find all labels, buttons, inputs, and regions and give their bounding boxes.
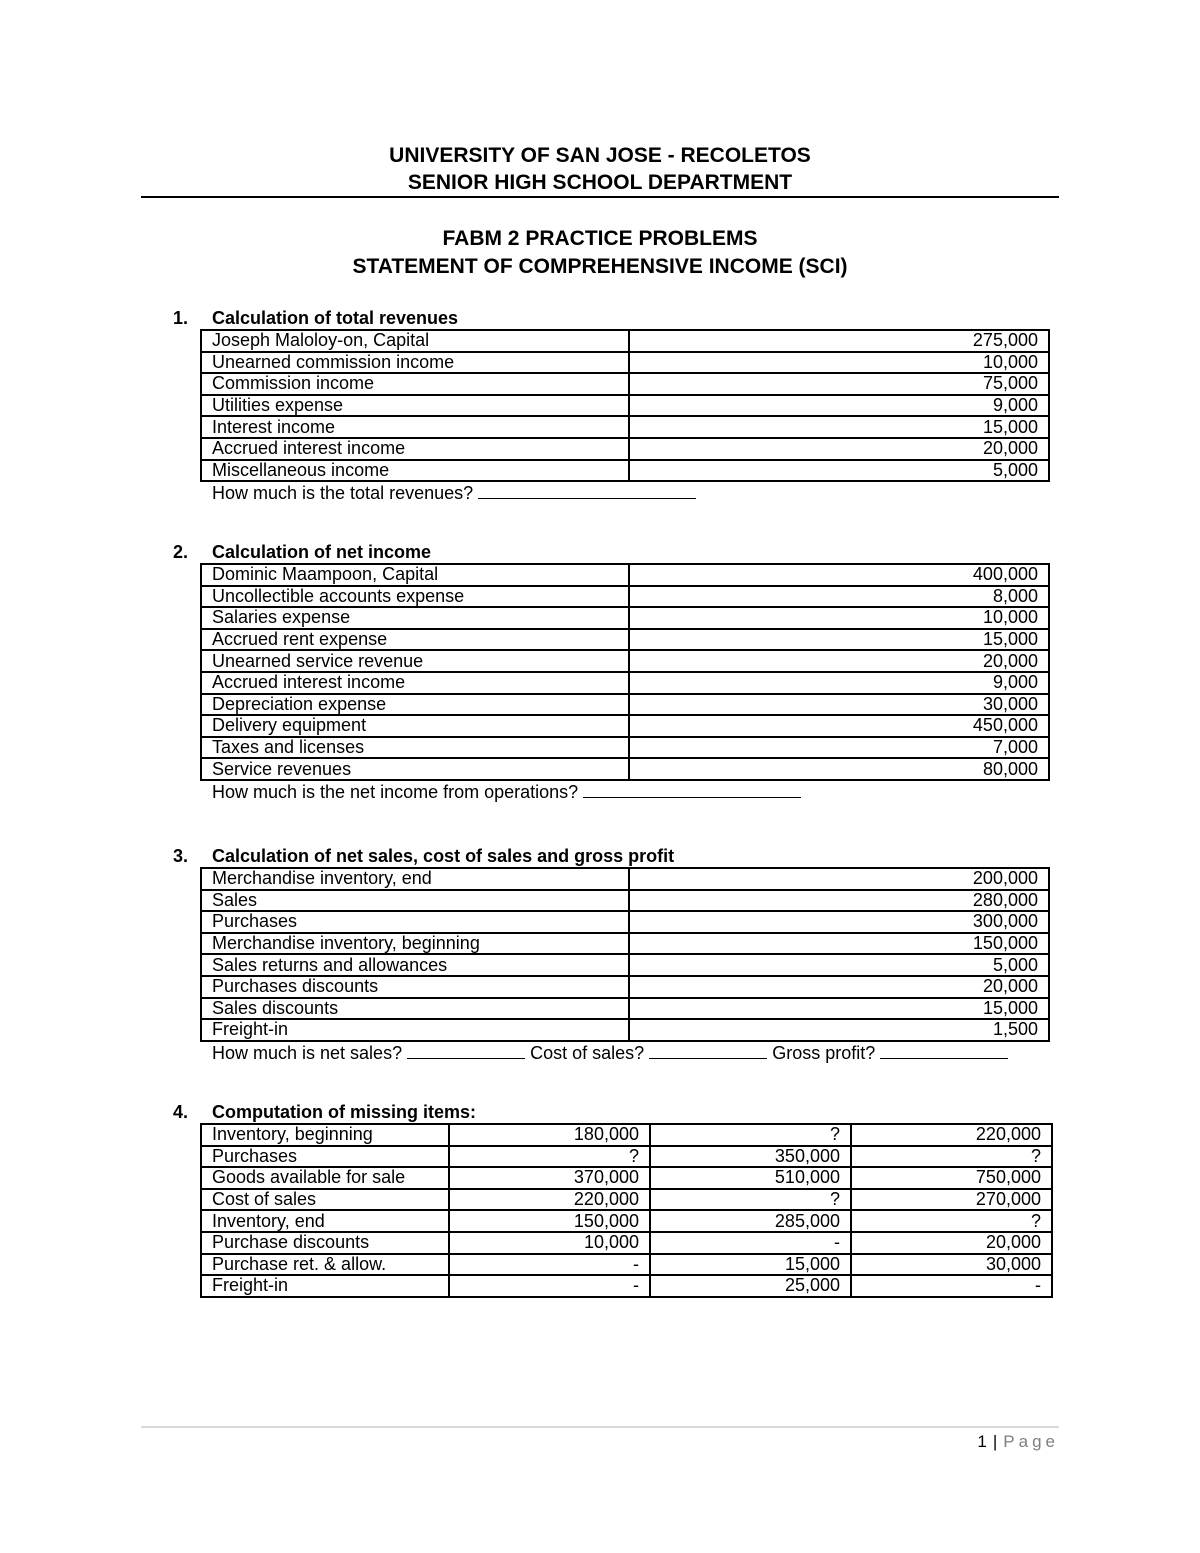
table-row (201, 395, 1049, 417)
row-label: Dominic Maampoon, Capital (201, 564, 629, 586)
table-row (201, 438, 1049, 460)
row-value: ? (449, 1146, 650, 1168)
row-value: 180,000 (449, 1124, 650, 1146)
row-value: - (851, 1275, 1052, 1297)
table-row (201, 758, 1049, 780)
table-row (201, 564, 1049, 586)
section-number: 1. (173, 308, 189, 328)
row-label: Miscellaneous income (201, 460, 629, 482)
table-row (201, 715, 1049, 737)
row-value: 400,000 (629, 564, 1049, 586)
row-label: Inventory, end (201, 1210, 449, 1232)
table-row (201, 460, 1049, 482)
table-row (201, 1124, 1052, 1146)
table-row (201, 1254, 1052, 1276)
row-value: - (449, 1275, 650, 1297)
table-row (201, 330, 1049, 352)
row-value: 275,000 (629, 330, 1049, 352)
header-divider (141, 196, 1059, 198)
row-value: 9,000 (629, 395, 1049, 417)
table-row (201, 650, 1049, 672)
table-row (201, 954, 1049, 976)
row-value: 9,000 (629, 672, 1049, 694)
data-table (200, 867, 1050, 1042)
row-value: 8,000 (629, 586, 1049, 608)
section-heading (173, 541, 1053, 563)
section-4 (173, 1101, 1053, 1298)
section-title: Calculation of total revenues (212, 308, 459, 328)
answer-blank[interactable] (478, 483, 696, 499)
row-label: Purchases (201, 911, 629, 933)
row-label: Taxes and licenses (201, 737, 629, 759)
row-label: Purchases (201, 1146, 449, 1168)
row-label: Freight-in (201, 1275, 449, 1297)
row-label: Utilities expense (201, 395, 629, 417)
question (212, 482, 1053, 504)
row-label: Sales discounts (201, 998, 629, 1020)
table-row (201, 607, 1049, 629)
school-name: UNIVERSITY OF SAN JOSE - RECOLETOS (389, 144, 811, 167)
section-title: Calculation of net income (212, 542, 432, 562)
table-row (201, 1232, 1052, 1254)
section-title: Calculation of net sales, cost of sales and gross profit (212, 846, 675, 866)
table-row (201, 672, 1049, 694)
table-row (201, 976, 1049, 998)
table-row (201, 868, 1049, 890)
section-number: 2. (173, 542, 189, 562)
row-label: Purchase discounts (201, 1232, 449, 1254)
row-value: 300,000 (629, 911, 1049, 933)
table-row (201, 1210, 1052, 1232)
row-value: 150,000 (449, 1210, 650, 1232)
row-value: 220,000 (449, 1189, 650, 1211)
row-value: 15,000 (629, 416, 1049, 438)
section-1 (173, 307, 1053, 504)
page-label: Page (1003, 1432, 1059, 1451)
missing-items-table (200, 1123, 1053, 1298)
row-value: 350,000 (650, 1146, 851, 1168)
row-value: 75,000 (629, 373, 1049, 395)
gross-profit-blank[interactable] (880, 1043, 1008, 1059)
row-label: Sales returns and allowances (201, 954, 629, 976)
row-value: 15,000 (629, 998, 1049, 1020)
row-value: 30,000 (629, 694, 1049, 716)
row-value: 20,000 (851, 1232, 1052, 1254)
section-title: Computation of missing items: (212, 1102, 477, 1122)
row-label: Purchases discounts (201, 976, 629, 998)
row-value: 270,000 (851, 1189, 1052, 1211)
row-value: 20,000 (629, 650, 1049, 672)
question (212, 1042, 1053, 1064)
row-label: Goods available for sale (201, 1167, 449, 1189)
row-label: Uncollectible accounts expense (201, 586, 629, 608)
row-value: ? (851, 1146, 1052, 1168)
row-value: 7,000 (629, 737, 1049, 759)
table-row (201, 1189, 1052, 1211)
row-label: Sales (201, 890, 629, 912)
cost-of-sales-question: Cost of sales? (530, 1042, 645, 1063)
row-value: 20,000 (629, 976, 1049, 998)
row-label: Merchandise inventory, beginning (201, 933, 629, 955)
department-name: SENIOR HIGH SCHOOL DEPARTMENT (407, 171, 793, 194)
question (212, 781, 1053, 803)
row-value: 5,000 (629, 954, 1049, 976)
row-label: Unearned commission income (201, 352, 629, 374)
row-label: Service revenues (201, 758, 629, 780)
row-value: 80,000 (629, 758, 1049, 780)
footer-separator: | (992, 1432, 998, 1451)
answer-blank[interactable] (583, 782, 801, 798)
page-footer (977, 1432, 1059, 1452)
table-row (201, 998, 1049, 1020)
row-value: 220,000 (851, 1124, 1052, 1146)
question-text: How much is the net income from operations? (212, 781, 579, 802)
row-value: 10,000 (449, 1232, 650, 1254)
question-text: How much is the total revenues? (212, 483, 474, 504)
row-value: 510,000 (650, 1167, 851, 1189)
row-label: Purchase ret. & allow. (201, 1254, 449, 1276)
row-value: 10,000 (629, 352, 1049, 374)
row-label: Accrued interest income (201, 438, 629, 460)
row-label: Depreciation expense (201, 694, 629, 716)
row-value: 280,000 (629, 890, 1049, 912)
document-title: FABM 2 PRACTICE PROBLEMS (442, 227, 758, 250)
section-number: 4. (173, 1102, 189, 1122)
row-value: 370,000 (449, 1167, 650, 1189)
section-3 (173, 845, 1053, 1064)
row-value: 1,500 (629, 1019, 1049, 1041)
table-row (201, 694, 1049, 716)
table-row (201, 890, 1049, 912)
table-row (201, 933, 1049, 955)
row-label: Merchandise inventory, end (201, 868, 629, 890)
section-heading (173, 845, 1053, 867)
row-value: 30,000 (851, 1254, 1052, 1276)
row-label: Cost of sales (201, 1189, 449, 1211)
data-table (200, 563, 1050, 781)
footer-divider (141, 1426, 1059, 1428)
row-label: Accrued interest income (201, 672, 629, 694)
table-row (201, 1146, 1052, 1168)
row-value: - (650, 1232, 851, 1254)
row-value: 200,000 (629, 868, 1049, 890)
table-row (201, 373, 1049, 395)
row-value: 15,000 (629, 629, 1049, 651)
row-value: 25,000 (650, 1275, 851, 1297)
row-label: Interest income (201, 416, 629, 438)
row-value: 450,000 (629, 715, 1049, 737)
row-value: ? (650, 1124, 851, 1146)
table-row (201, 1275, 1052, 1297)
row-value: 750,000 (851, 1167, 1052, 1189)
row-value: ? (851, 1210, 1052, 1232)
row-value: 20,000 (629, 438, 1049, 460)
row-value: ? (650, 1189, 851, 1211)
table-row (201, 737, 1049, 759)
table-row (201, 911, 1049, 933)
table-row (201, 416, 1049, 438)
row-label: Inventory, beginning (201, 1124, 449, 1146)
table-row (201, 1167, 1052, 1189)
row-value: 5,000 (629, 460, 1049, 482)
row-label: Commission income (201, 373, 629, 395)
net-sales-blank[interactable] (407, 1043, 525, 1059)
table-row (201, 1019, 1049, 1041)
row-value: - (449, 1254, 650, 1276)
row-label: Joseph Maloloy-on, Capital (201, 330, 629, 352)
row-label: Accrued rent expense (201, 629, 629, 651)
row-value: 10,000 (629, 607, 1049, 629)
gross-profit-question: Gross profit? (772, 1042, 876, 1063)
table-row (201, 352, 1049, 374)
page-number: 1 (977, 1432, 987, 1451)
section-number: 3. (173, 846, 189, 866)
table-row (201, 629, 1049, 651)
row-label: Unearned service revenue (201, 650, 629, 672)
cost-of-sales-blank[interactable] (649, 1043, 767, 1059)
row-label: Delivery equipment (201, 715, 629, 737)
row-label: Salaries expense (201, 607, 629, 629)
row-label: Freight-in (201, 1019, 629, 1041)
row-value: 15,000 (650, 1254, 851, 1276)
section-heading (173, 307, 1053, 329)
data-table (200, 329, 1050, 482)
section-2 (173, 541, 1053, 803)
document-subtitle: STATEMENT OF COMPREHENSIVE INCOME (SCI) (352, 255, 848, 278)
net-sales-question: How much is net sales? (212, 1042, 403, 1063)
row-value: 285,000 (650, 1210, 851, 1232)
section-heading (173, 1101, 1053, 1123)
row-value: 150,000 (629, 933, 1049, 955)
table-row (201, 586, 1049, 608)
